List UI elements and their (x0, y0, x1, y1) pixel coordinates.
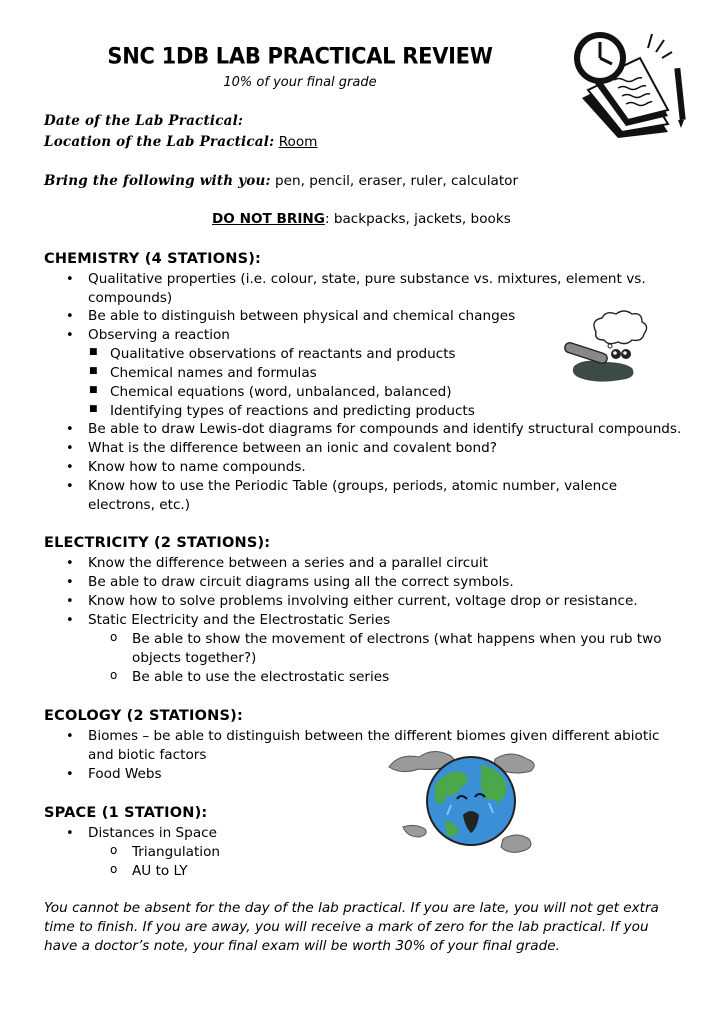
list-bullet: o (110, 862, 118, 876)
list-bullet: ■ (89, 404, 98, 414)
date-label: Date of the Lab Practical: (44, 113, 244, 129)
list-item: Know the difference between a series and a parallel circuit (88, 555, 488, 571)
list-bullet: • (66, 441, 74, 456)
list-item: electrons, etc.) (88, 497, 191, 513)
list-item: Know how to solve problems involving either current, voltage drop or resistance. (88, 593, 638, 609)
list-item: and biotic factors (88, 747, 207, 763)
list-item: Be able to use the electrostatic series (132, 669, 390, 685)
list-item: Be able to draw Lewis-dot diagrams for compounds and identify structural compounds. (88, 421, 682, 437)
location-value: Room (278, 134, 318, 150)
date-line (44, 113, 243, 129)
list-bullet: • (66, 613, 74, 628)
list-bullet: • (66, 826, 74, 841)
list-item: Biomes – be able to distinguish between the different biomes given different abiotic (88, 728, 660, 744)
donot-line (212, 211, 511, 227)
list-item: Be able to distinguish between physical and chemical changes (88, 308, 516, 324)
bring-label: Bring the following with you: (44, 173, 271, 189)
list-item: Triangulation (132, 844, 221, 860)
list-item: AU to LY (132, 863, 188, 879)
chemistry-heading: CHEMISTRY (4 STATIONS): (44, 251, 262, 267)
list-bullet: ■ (89, 347, 98, 357)
crying-earth-clipart-icon (385, 745, 545, 875)
ecology-heading: ECOLOGY (2 STATIONS): (44, 708, 243, 724)
list-bullet: • (66, 309, 74, 324)
list-item: Qualitative observations of reactants and products (110, 346, 456, 362)
list-item: What is the difference between an ionic and covalent bond? (88, 440, 497, 456)
list-bullet: • (66, 767, 74, 782)
space-heading: SPACE (1 STATION): (44, 805, 208, 821)
list-bullet: • (66, 328, 74, 343)
list-bullet: • (66, 479, 74, 494)
test-tube-spill-clipart-icon (560, 310, 660, 390)
page-subtitle: 10% of your final grade (223, 75, 377, 90)
list-bullet: o (110, 668, 118, 682)
list-item: objects together?) (132, 650, 257, 666)
list-item: Chemical equations (word, unbalanced, balanced) (110, 384, 452, 400)
list-item: Food Webs (88, 766, 162, 782)
list-bullet: ■ (89, 366, 98, 376)
list-item: Know how to use the Periodic Table (groups, periods, atomic number, valence (88, 478, 618, 494)
list-item: Know how to name compounds. (88, 459, 306, 475)
list-item: Chemical names and formulas (110, 365, 317, 381)
list-bullet: • (66, 272, 74, 287)
location-line (44, 134, 317, 150)
list-item: compounds) (88, 290, 173, 306)
donot-value: : backpacks, jackets, books (324, 211, 511, 227)
list-item: Be able to draw circuit diagrams using all the correct symbols. (88, 574, 514, 590)
clock-papers-clipart-icon (568, 28, 690, 140)
list-bullet: o (110, 630, 118, 644)
list-bullet: o (110, 843, 118, 857)
list-item: Identifying types of reactions and predicting products (110, 403, 475, 419)
electricity-heading: ELECTRICITY (2 STATIONS): (44, 535, 271, 551)
list-item: Be able to show the movement of electrons (what happens when you rub two (132, 631, 662, 647)
list-bullet: • (66, 422, 74, 437)
list-bullet: • (66, 556, 74, 571)
list-bullet: • (66, 460, 74, 475)
list-item: Qualitative properties (i.e. colour, state, pure substance vs. mixtures, element vs. (88, 271, 646, 287)
list-item: Static Electricity and the Electrostatic Series (88, 612, 391, 628)
list-bullet: • (66, 594, 74, 609)
list-item: Observing a reaction (88, 327, 230, 343)
list-bullet: ■ (89, 385, 98, 395)
list-bullet: • (66, 575, 74, 590)
bring-line (44, 173, 518, 189)
page-title: SNC 1DB LAB PRACTICAL REVIEW (107, 43, 493, 69)
list-item: Distances in Space (88, 825, 217, 841)
absence-note: You cannot be absent for the day of the lab practical. If you are late, you will not get extra time to finish. If you are away, you will receive a mark of zero for the lab practical. If you have a doctor’s note, your final exam will be worth 30% of your final grade. (44, 900, 659, 954)
list-bullet: • (66, 729, 74, 744)
donot-label: DO NOT BRING (212, 211, 325, 227)
bring-value: pen, pencil, eraser, ruler, calculator (270, 173, 519, 189)
location-label: Location of the Lab Practical: (44, 134, 275, 150)
